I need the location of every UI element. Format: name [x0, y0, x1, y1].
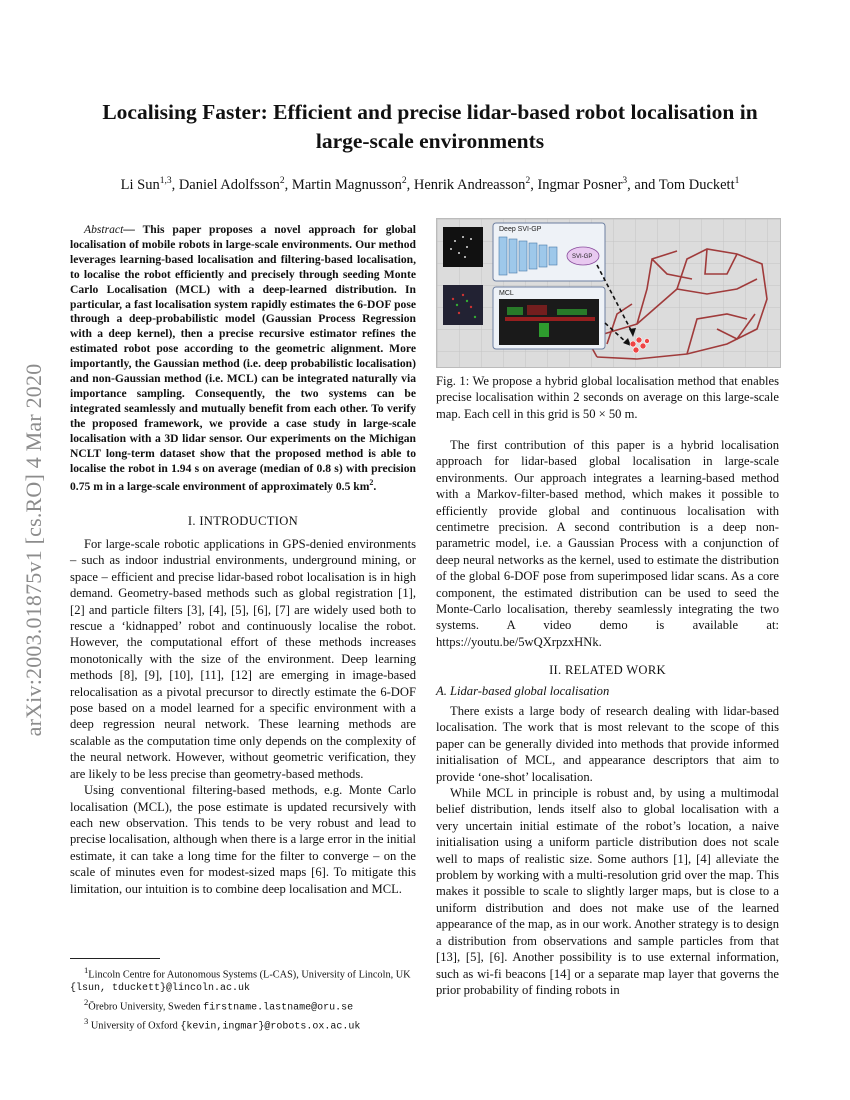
- mcl-pointcloud: [499, 299, 599, 345]
- lidar-scan-thumbnail-top: [443, 227, 483, 267]
- abstract-lead: Abstract: [84, 223, 124, 236]
- abstract-text: — This paper proposes a novel approach for global localisation of mobile robots in large-scale environments. Our method leverages learning-based localisation and filtering-based localisation, to localise the robot efficiently and precisely through seeding Monte Carlo Localisation (MCL) with a deep-learned distribution. In particular, a fast localisation system rapidly estimates the 6-DOF pose through a deep-probabilistic model (Gaussian Process Regression with a deep kernel), then a precise recursive estimator refines the estimated robot pose according to the geometric alignment. More importantly, the Gaussian method (i.e. deep probabilistic localisation) and non-Gaussian method (i.e. MCL) can be integrated naturally via importance sampling. Consequently, the two systems can be integrated seamlessly and mutually benefit from each other. To verify the proposed framework, we provide a case study in large-scale localisation with a 3D lidar sensor. Our experiments on the Michigan NCLT long-term dataset show that the proposed method is able to localise the robot in 1.94 s on average (median of 0.8 s) with precision 0.75 m in a large-scale environment of approximately 0.5 km: [70, 223, 416, 494]
- title-line-2: large-scale environments: [315, 129, 545, 153]
- intro-paragraph-1: For large-scale robotic applications in GPS-denied environments – such as indoor industrial environments, underground mining, or space – efficient and precise lidar-based robot localisation is in high demand. Geometry-based methods such as global registration [1], [2] and particle filters [3], [4], [5], [6], [7] are widely used both to rescue a ‘kidnapped’ robot and continuously localise the robot. However, the computational effort of these methods increases monotonically with the size of the environment. Deep learning methods [8], [9], [10], [11], [12] are emerging in image-based relocalisation as a pivotal precursor to directly estimate the 6-DOF pose based on a model learned for a specific environment with a deep regression neural network. These learning methods are scalable as the computation time only depends on the complexity of the neural network. However, without geometric verification, they are likely to be less precise than geometry-based methods.: [70, 537, 416, 781]
- subsection-heading-lidar: A. Lidar-based global localisation: [436, 684, 610, 698]
- mcl-label: MCL: [499, 290, 514, 297]
- contribution-paragraph: [436, 437, 779, 650]
- figure-1-caption: Fig. 1: We propose a hybrid global localisation method that enables precise localisation within 2 seconds on average on this large-scale map. Each cell in this grid is 50 × 50 m.: [436, 374, 779, 421]
- svigp-node-label: SVI-GP: [572, 254, 593, 260]
- paper-title: [70, 98, 790, 156]
- title-line-1: Localising Faster: Efficient and precise lidar-based robot localisation in: [102, 100, 758, 124]
- author: Tom Duckett$^1$: [658, 176, 740, 193]
- right-paragraph-1: The first contribution of this paper is a hybrid localisation approach for lidar-based global localisation in large-scale environments. Our approach integrates a learning-based method with a Markov-filter-based method, which makes it possible to efficiently provide global and continuous localisation with centimetre precision. A second contribution is a deep non-parametric model, i.e. a Gaussian Process with a conjunction of deep neural networks as the kernel, used to estimate the distribution of the global 6-DOF pose from superimposed lidar scans. As a core component, the estimated distribution can be used to seed the Monte-Carlo localisation, thereby seamlessly integrating the two systems. A video demo is available at: https://youtu.be/5wQXrpzxHNk.: [436, 438, 779, 649]
- author-list: [70, 176, 790, 194]
- arxiv-stamp-text: arXiv:2003.01875v1 [cs.RO] 4 Mar 2020: [21, 363, 46, 737]
- intro-body: [70, 536, 416, 897]
- section-heading-introduction: I. INTRODUCTION: [187, 514, 299, 528]
- author: Martin Magnusson$^2$,: [291, 176, 414, 193]
- lidar-scan-thumbnail-bottom: [443, 285, 483, 325]
- footnote-3: $^3$ University of Oxford {kevin,ingmar}@robots.ox.ac.uk: [84, 1016, 361, 1033]
- footnotes: [70, 964, 416, 1034]
- author: Ingmar Posner$^3$, and: [537, 176, 659, 193]
- right-paragraph-2: There exists a large body of research dealing with lidar-based localisation. The work that is most relevant to the scope of this paper can be generally divided into methods that provide informed initialisation of MCL, and appearance descriptors that aim to provide ‘one-shot’ localisation.: [436, 704, 779, 784]
- related-work-body: [436, 703, 779, 998]
- deep-svigp-label: Deep SVI-GP: [499, 226, 542, 233]
- figure-1: [436, 218, 781, 368]
- right-paragraph-3: While MCL in principle is robust and, by using a multimodal belief distribution, lends itself also to global localisation with a very uncertain initial estimate of the robot’s location, a naive initialisation using a uniform particle distribution does not scale well to maps of realistic size. Some authors [1], [4] alleviate the problem by working with a multi-resolution grid over the map. This makes it possible to scale to slightly larger maps, but is close to a uniform distribution and does not make use of the learned appearance of the map, as in our work. Another strategy is to design a distribution from observations and sample particles from that [13], [5], [6]. Another possibility is to use external information, such as wi-fi beacons [14] or a separate map layer that governs the prior probability of finding robots in: [436, 786, 779, 997]
- abstract: Abstract— This paper proposes a novel approach for global localisation of mobile robots in large-scale environments. Our method leverages learning-based localisation and filtering-based localisation, to localise the robot efficiently and precisely through seeding Monte Carlo Localisation (MCL) with a deep-learned distribution. In particular, a fast localisation system rapidly estimates the 6-DOF pose through a deep-probabilistic model (Gaussian Process Regression with a deep kernel), then a precise recursive estimator refines the estimated robot pose according to the geometric alignment. More importantly, the Gaussian method (i.e. deep probabilistic localisation) and non-Gaussian method (i.e. MCL) can be integrated naturally via importance sampling. Consequently, the two systems can be integrated seamlessly and mutually benefit from each other. To verify the proposed framework, we provide a case study in large-scale localisation with a 3D lidar sensor. Our experiments on the Michigan NCLT long-term dataset show that the proposed method is able to localise the robot in 1.94 s on average (median of 0.8 s) with precision 0.75 m in a large-scale environment of approximately 0.5 $km^2$.: [70, 223, 416, 494]
- author: Li Sun$^{1,3}$,: [120, 176, 179, 193]
- map-grid: [437, 219, 780, 367]
- author: Henrik Andreasson$^2$,: [413, 176, 538, 193]
- footnote-2: $^2$Örebro University, Sweden firstname.lastname@oru.se: [84, 997, 354, 1014]
- section-heading-related-work: II. RELATED WORK: [549, 663, 666, 677]
- intro-paragraph-2: Using conventional filtering-based methods, e.g. Monte Carlo localisation (MCL), the pose estimate is updated recursively with each new observation. This tends to be very robust and lead to precise localisation, although when there is a large error in the initial estimate, it can take a long time for the filter to converge – on the scale of minutes even for modest-sized maps [6]. To mitigate this limitation, our intuition is to combine deep localisation and MCL.: [70, 783, 416, 896]
- arxiv-stamp: [4, 0, 64, 1100]
- footnote-rule: [70, 958, 160, 959]
- author: Daniel Adolfsson$^2$,: [178, 176, 292, 193]
- figure-1-graphic: [437, 219, 780, 367]
- footnote-1: $^1$Lincoln Centre for Autonomous Systems (L-CAS), University of Lincoln, UK {lsun, tduckett}@lincoln.ac.uk: [70, 965, 411, 995]
